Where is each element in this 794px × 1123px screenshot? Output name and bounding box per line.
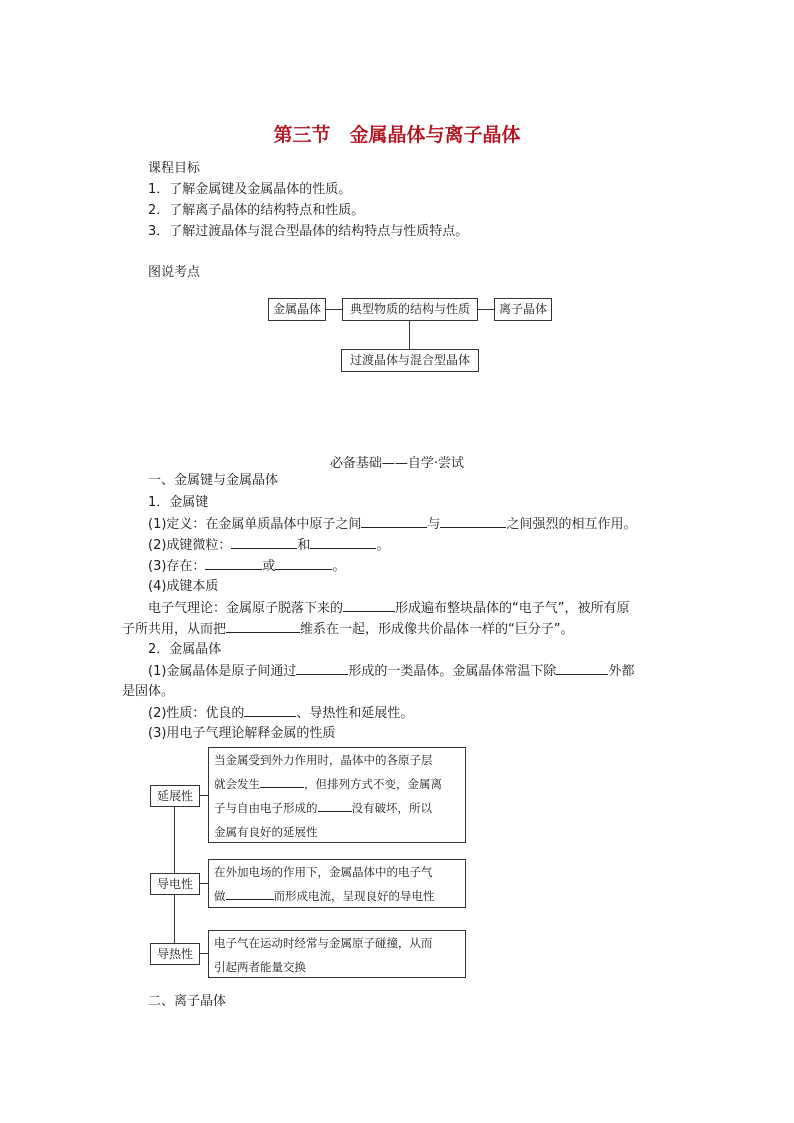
blank — [296, 660, 348, 675]
blank — [260, 773, 304, 788]
blank — [205, 555, 262, 570]
thermal-explanation: 电子气在运动时经常与金属原子碰撞，从而 引起两者能量交换 — [208, 930, 466, 978]
node-transition-mixed: 过渡晶体与混合型晶体 — [341, 349, 479, 372]
electron-gas-line-2: 子所共用，从而把 维系在一起，形成像共价晶体一样的“巨分子”。 — [122, 618, 574, 640]
connector-left — [326, 309, 342, 310]
ductility-explanation: 当金属受到外力作用时，晶体中的各原子层 就会发生 ，但排列方式不变，金属离 子与自由电子形成的 没有破坏，所以 金属有良好的延展性 — [208, 747, 466, 843]
section-1-heading: 一、金属键与金属晶体 — [148, 473, 279, 488]
connector-down — [409, 320, 410, 349]
node-metal-crystal: 金属晶体 — [268, 298, 326, 321]
blank — [440, 513, 506, 528]
label-conductivity: 导电性 — [150, 873, 200, 895]
blank — [226, 885, 274, 900]
explain-line: (3)用电子气理论解释金属的性质 — [148, 726, 336, 741]
blank — [231, 534, 297, 549]
objectives-heading: 课程目标 — [148, 161, 201, 176]
particles-line: (2)成键微粒： 和 。 — [148, 534, 389, 556]
subsection-metal-crystal: 2．金属晶体 — [148, 642, 222, 657]
objective-3: 3．了解过渡晶体与混合型晶体的结构特点与性质特点。 — [148, 224, 469, 239]
connector-right — [477, 309, 494, 310]
label-ductility: 延展性 — [150, 785, 200, 807]
blank — [275, 555, 332, 570]
node-ionic-crystal: 离子晶体 — [494, 298, 552, 321]
blank — [361, 513, 427, 528]
blank — [310, 534, 376, 549]
concept-map-heading: 图说考点 — [148, 265, 201, 280]
objective-2: 2．了解离子晶体的结构特点和性质。 — [148, 203, 365, 218]
essence-line: (4)成键本质 — [148, 579, 219, 594]
subsection-metallic-bond: 1．金属键 — [148, 495, 209, 510]
definition-line: (1)定义：在金属单质晶体中原子之间 与 之间强烈的相互作用。 — [148, 513, 636, 535]
page-title: 第三节 金属晶体与离子晶体 — [273, 124, 521, 146]
metal-crystal-line-1: (1)金属晶体是原子间通过 形成的一类晶体。金属晶体常温下除 外都 — [148, 660, 634, 682]
existence-line: (3)存在： 或 。 — [148, 555, 345, 577]
blank — [343, 597, 395, 612]
basics-heading: 必备基础——自学·尝试 — [329, 456, 465, 471]
blank — [556, 660, 608, 675]
blank — [244, 702, 296, 717]
section-2-heading: 二、离子晶体 — [148, 994, 227, 1009]
conductivity-explanation: 在外加电场的作用下，金属晶体中的电子气 做 而形成电流，呈现良好的导电性 — [208, 859, 466, 908]
objective-1: 1．了解金属键及金属晶体的性质。 — [148, 182, 352, 197]
node-typical-substances: 典型物质的结构与性质 — [342, 298, 478, 321]
property-line: (2)性质：优良的 、导热性和延展性。 — [148, 702, 413, 724]
blank — [226, 618, 300, 633]
label-thermal: 导热性 — [150, 943, 200, 965]
blank — [318, 797, 352, 812]
electron-gas-line-1: 电子气理论：金属原子脱落下来的 形成遍布整块晶体的“电子气”，被所有原 — [148, 597, 630, 619]
metal-crystal-line-2: 是固体。 — [122, 684, 175, 699]
